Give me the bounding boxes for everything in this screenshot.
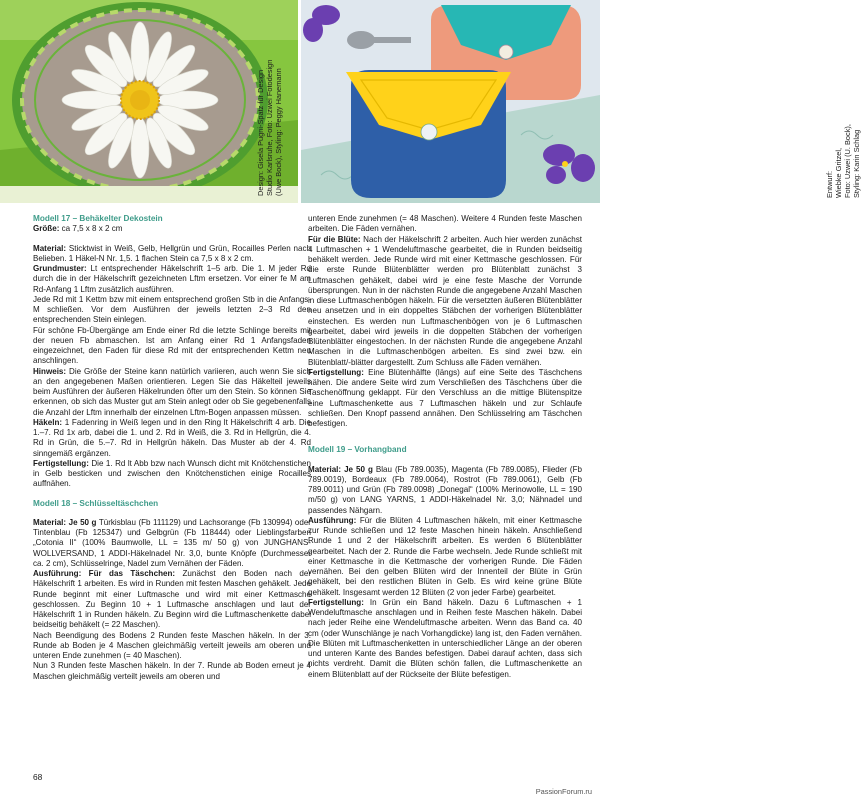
model-19-material: Material: Je 50 g Blau (Fb 789.0035), Magenta (Fb 789.0085), Flieder (Fb 789.0019), Bordeaux (Fb 789.0064), Rostrot (Fb 789.0061), Gelb (Fb 789.0011) und Grün (Fb 789.0098) „Donegal“ (100% Merinowolle, LL = 190 m/50 g) von LANG YARNS, 1 ADDI-Häkelnadel Nr. 3,0; Nähnadel und passendes Nähgarn.	[308, 464, 582, 515]
model-18-finishing: Fertigstellung: Eine Blütenhälfte (längs) auf eine Seite des Täschchens nähen. Die andere Seite wird zum Verschließen des Täschchens über die Taschenöffnung geklappt. Für den Verschluss an die mittige Blütenspitze eine Luftmaschenkette aus 7 Luftmaschen häkeln und zur Schlaufe schließen. Den Knopf passend annähen. Den Schlüsselring am Täschchen befestigen.	[308, 367, 582, 428]
model-17-crochet: Häkeln: 1 Fadenring in Weiß legen und in den Ring lt Häkelschrift 4 arb. Die 1.–7. Rd 1x arb, dabei die 1. und 2. Rd in Weiß, die 3. Rd in Hellgrün, die 4. Rd in Grün, die 5.–7. Rd in Hellgrün häkeln. Das Muster ab der 4. Rd sinngemäß ergänzen.	[33, 417, 311, 458]
model-17-basic-pattern-3: Für schöne Fb-Übergänge am Ende einer Rd die letzte Schlinge bereits mit der neuen Fb abmaschen. Ist am Anfang einer Rd 1 Anfangsfaden eingezeichnet, den Faden für diese Rd mit der entsprechenden Kettm neu anschlingen.	[33, 325, 311, 366]
model-18-material: Material: Je 50 g Türkisblau (Fb 111129) und Lachsorange (Fb 130994) oder Tintenblau (Fb 125347) und Gelbgrün (Fb 118444) oder Lieblingsfarben „Cotonia II“ (100% Baumwolle, LL = 135 m/ 50 g) von JUNGHANS-WOLLVERSAND, 1 ADDI-Häkelnadel Nr. 3,0, bunte Knöpfe (Durchmesser ca. 2 cm), Schlüsselringe, Nadel zum Vernähen der Fäden.	[33, 517, 311, 568]
model-19-finishing: Fertigstellung: In Grün ein Band häkeln. Dazu 6 Luftmaschen + 1 Wendeluftmasche anschlagen und in Reihen feste Maschen häkeln. Dabei nach jeder Reihe eine Wendeluftmasche arbeiten. Wenn das Band ca. 40 cm (oder Wunschlänge je nach Vorhangdicke) lang ist, den Faden vernähen. Die Blüten mit Luftmaschenketten in unterschiedlicher Länge an der oberen und unteren Kante des Bandes befestigen. Dabei darauf achten, dass sich nichts verdreht. Damit die Blüten schön fallen, die Luftmaschenkette an einem Blütenblatt auf der Rückseite der Blüte befestigen.	[308, 597, 582, 679]
model-19-execution: Ausführung: Für die Blüten 4 Luftmaschen häkeln, mit einer Kettmasche zur Runde schließen und 12 feste Maschen hinein häkeln. Anschließend Runde 1 und 2 der Häkelschrift arbeiten. Es werden 6 Blütenblätter gearbeitet. Nach der 2. Runde die Farbe wechseln. Jede Runde schließt mit einer Kettmasche in die Kettmasche der vorherigen Runde. Die Fäden vernähen. Bei den gelben Blüten wird der Innenteil der Blüte in Grün gehäkelt, bei den restlichen Blüten in Gelb. Es wird keine grüne Blüte gehäkelt. Insgesamt werden 12 Blüten (2 von jeder Farbe) gearbeitet.	[308, 515, 582, 597]
photo-credit-left: Design: Gisela Pugni-Spatz für Design Studio Karlsruhe, Foto: Uzwei Fotodesign (Uwe Bock), Styling: Peggy Hanemann	[256, 59, 283, 196]
model-18-execution-2: Nach Beendigung des Bodens 2 Runden feste Maschen häkeln. In der 3. Runde ab Boden je 4 Maschen gleichmäßig verteilt jeweils am oberen und unteren Ende zunehmen (= 40 Maschen).	[33, 630, 311, 661]
model-17-finishing: Fertigstellung: Die 1. Rd lt Abb bzw nach Wunsch dicht mit Knötchenstichen in Gelb besticken und zwischen den Knötchenstichen einige Rocailles auffnähen.	[33, 458, 311, 489]
key-pouches-illustration	[301, 0, 600, 203]
photo-key-pouches	[301, 0, 861, 203]
model-17-basic-pattern: Grundmuster: Lt entsprechender Häkelschrift 1–5 arb. Die 1. M jeder Rd durch die in der Häkelschrift gezeichneten Lftm ersetzen. Vor einer fe M am Rd-Anfang 1 Lftm zusätzlich ausführen.	[33, 264, 311, 294]
model-18-execution-cont: unteren Ende zunehmen (= 48 Maschen). Weitere 4 Runden feste Maschen arbeiten. Die Fäden vernähen.	[308, 214, 582, 234]
model-17-basic-pattern-2: Jede Rd mit 1 Kettm bzw mit einem entsprechend großen Stb in die Anfangs-M schließen. Vor dem Ausführen der jeweils letzten 2–3 Rd den entsprechenden Stein einlegen.	[33, 294, 311, 325]
left-text-column	[33, 214, 311, 682]
model-17-heading: Modell 17 – Behäkelter Dekostein	[33, 214, 163, 223]
decorative-stone-illustration	[0, 0, 298, 203]
model-19-heading: Modell 19 – Vorhangband	[308, 445, 407, 455]
model-18-heading: Modell 18 – Schlüsseltäschchen	[33, 498, 159, 508]
model-17-material: Material: Sticktwist in Weiß, Gelb, Hellgrün und Grün, Rocailles Perlen nach Belieben. 1 Häkel-N Nr. 1,5. 1 flachen Stein ca 7,5 x 8 x 2 cm.	[33, 243, 311, 263]
watermark: PassionForum.ru	[535, 787, 592, 796]
photo-credit-right: Entwurf: Wiebke Gritzel, Foto: Uzwei (U. Bock), Styling: Karin Schlag	[825, 124, 861, 198]
model-18-execution-3: Nun 3 Runden feste Maschen häkeln. In der 7. Runde ab Boden erneut je 4 Maschen gleichmäßig verteilt jeweils am oberen und	[33, 661, 311, 681]
model-18-flower: Für die Blüte: Nach der Häkelschrift 2 arbeiten. Auch hier werden zunächst 4 Luftmaschen + 1 Wendeluftmasche gearbeitet, die in Runden beidseitig behäkelt werden. Jede Runde wird mit einer Kettmasche geschlossen. Für die erste Runde Blütenblätter werden pro Blütenblatt zunächst 3 Luftmaschen gehäkelt, dabei wird je eine feste Masche der Vorrunde übersprungen. Nun in der nächsten Runde die angegebene Anzahl Maschen in diese Luftmaschenbögen häkeln. Für die versetzten äußeren Blütenblätter neu ansetzen und in ein doppeltes Stäbchen der vorherigen Blütenblätter einstechen. Es werden nun Luftmaschenbögen von je 6 Luftmaschen gearbeitet, dabei wird jeweils in die doppelten Stäbchen der vorherigen Blütenblätter eingestochen. In der nächsten Runde die angegebene Anzahl Maschen in die Luftmaschenbögen arbeiten. Es sind zwei bzw. ein Blütenblatt/-blätter dargestellt. Zum Schluss alle Fäden vernähen.	[308, 234, 582, 367]
model-17-note: Hinweis: Die Größe der Steine kann natürlich variieren, auch wenn Sie sich an den angegebenen Maßen orientieren. Legen Sie das Häkelteil jeweils beim Ausführen der äußeren Häkelrunden öfter um den Stein. So können Sie erkennen, ob sich das Muster gut am Stein anlegt oder ob Sie gegebenenfalls die Anzahl der Lftm innerhalb der einzelnen Lftm-Bogen anpassen müssen.	[33, 366, 311, 417]
model-18-execution: Ausführung: Für das Täschchen: Zunächst den Boden nach der Häkelschrift 1 arbeiten. Es wird in Runden mit festen Maschen gehäkelt. Jede Runde beginnt mit einer Luftmasche und wird mit einer Kettmasche geschlossen. Zu Beginn 10 + 1 Luftmasche anschlagen und laut der Häkelschrift 1 in Runden häkeln. Zu Beginn wird die Luftmaschenkette dabei beidseitig behäkelt (= 22 Maschen).	[33, 569, 311, 630]
photo-decorative-stone	[0, 0, 298, 203]
right-text-column	[308, 214, 582, 680]
model-17-size: Größe: ca 7,5 x 8 x 2 cm	[33, 224, 123, 234]
page-number: 68	[33, 772, 43, 782]
